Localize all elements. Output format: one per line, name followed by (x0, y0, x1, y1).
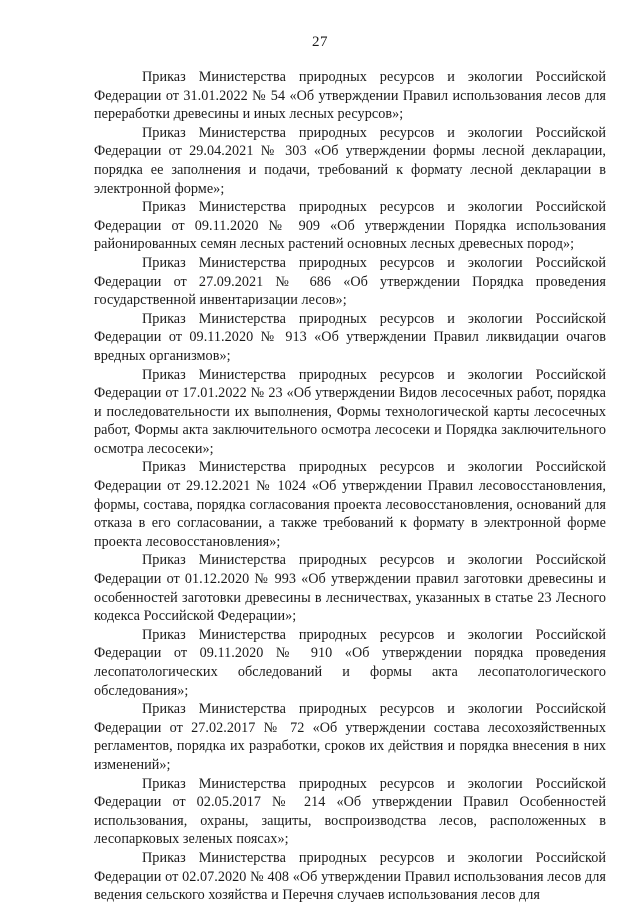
paragraph-6: Приказ Министерства природных ресурсов и экологии Российской Федерации от 17.01.2022 № 23 «Об утверждении Видов лесосечных работ, порядка и последовательности их выполнения, Формы технологической карты лесосечных работ, Формы акта заключительного осмотра лесосеки и Порядка заключительного осмотра лесосеки»; (94, 366, 606, 457)
paragraph-2: Приказ Министерства природных ресурсов и экологии Российской Федерации от 29.04.2021 № 303 «Об утверждении формы лесной декларации, порядка ее заполнения и подачи, требований к формату лесной декларации в электронной форме»; (94, 124, 606, 197)
document-body (94, 68, 606, 905)
paragraph-9: Приказ Министерства природных ресурсов и экологии Российской Федерации от 09.11.2020 № 910 «Об утверждении порядка проведения лесопатологических обследований и формы акта лесопатологического обследования»; (94, 626, 606, 699)
paragraph-3: Приказ Министерства природных ресурсов и экологии Российской Федерации от 09.11.2020 № 909 «Об утверждении Порядка использования районированных семян лесных растений основных лесных древесных пород»; (94, 199, 606, 253)
paragraph-5: Приказ Министерства природных ресурсов и экологии Российской Федерации от 09.11.2020 № 913 «Об утверждении Правил ликвидации очагов вредных организмов»; (94, 310, 606, 364)
paragraph-10: Приказ Министерства природных ресурсов и экологии Российской Федерации от 27.02.2017 № 72 «Об утверждении состава лесохозяйственных регламентов, порядка их разработки, сроков их действия и порядка внесения в них изменений»; (94, 701, 606, 773)
paragraph-7: Приказ Министерства природных ресурсов и экологии Российской Федерации от 29.12.2021 № 1024 «Об утверждении Правил лесовосстановления, формы, состава, порядка согласования проекта лесовосстановления, оснований для отказа в его согласовании, а также требований к формату в электронной форме проекта лесовосстановления»; (94, 459, 606, 550)
paragraph-8: Приказ Министерства природных ресурсов и экологии Российской Федерации от 01.12.2020 № 993 «Об утверждении правил заготовки древесины и особенностей заготовки древесины в лесничествах, указанных в статье 23 Лесного кодекса Российской Федерации»; (94, 552, 606, 625)
paragraph-11: Приказ Министерства природных ресурсов и экологии Российской Федерации от 02.05.2017 № 214 «Об утверждении Правил Особенностей использования, охраны, защиты, воспроизводства лесов, расположенных в лесопарковых зеленых поясах»; (94, 775, 606, 848)
paragraph-4: Приказ Министерства природных ресурсов и экологии Российской Федерации от 27.09.2021 № 686 «Об утверждении Порядка проведения государственной инвентаризации лесов»; (94, 254, 606, 309)
paragraph-12: Приказ Министерства природных ресурсов и экологии Российской Федерации от 02.07.2020 № 408 «Об утверждении Правил использования лесов для ведения сельского хозяйства и Перечня случаев использования лесов для (94, 849, 606, 904)
paragraph-1: Приказ Министерства природных ресурсов и экологии Российской Федерации от 31.01.2022 № 54 «Об утверждении Правил использования лесов для переработки древесины и иных лесных ресурсов»; (94, 69, 606, 123)
page-number: 27 (312, 34, 328, 50)
